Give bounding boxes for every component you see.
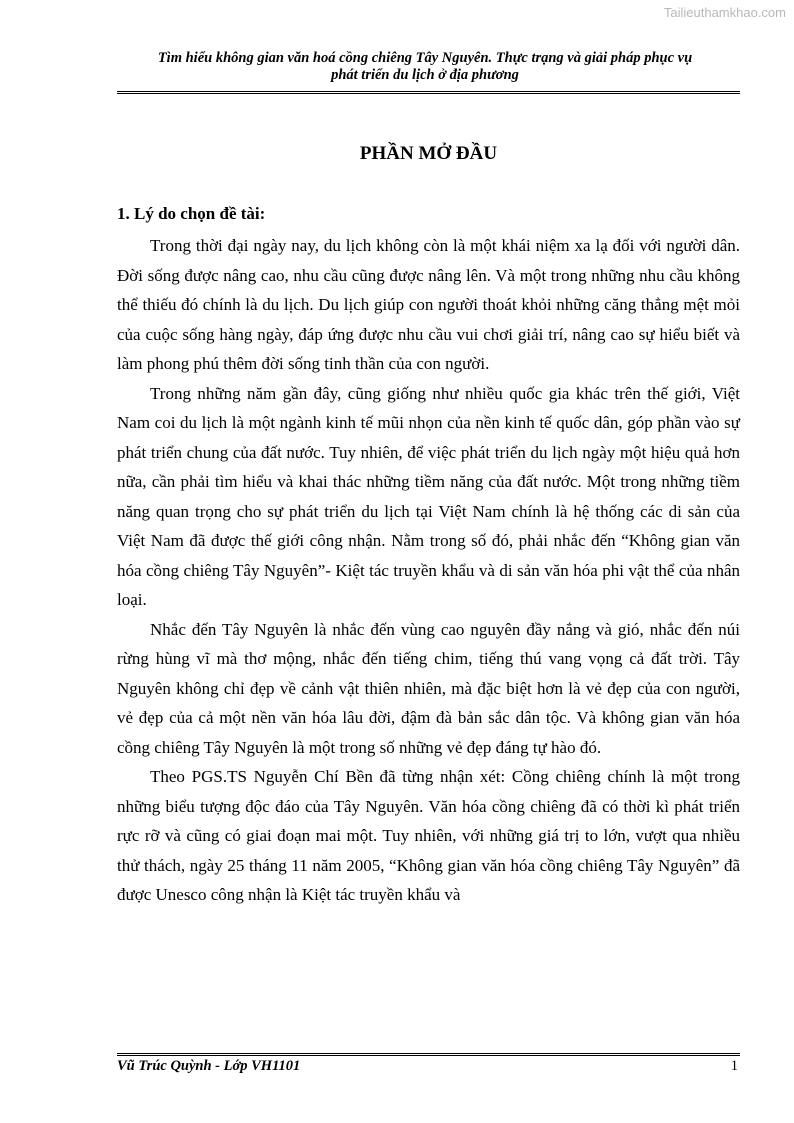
footer-divider (117, 1053, 740, 1056)
page-number: 1 (730, 1058, 738, 1074)
section-heading: 1. Lý do chọn đề tài: (117, 204, 266, 223)
header-line-1: Tìm hiểu không gian văn hoá cồng chiêng Tây Nguyên. Thực trạng và giải pháp phục vụ (157, 50, 693, 66)
page-title: PHẦN MỞ ĐẦU (359, 143, 498, 164)
paragraph: Nhắc đến Tây Nguyên là nhắc đến vùng cao nguyên đầy nắng và gió, nhắc đến núi rừng hùng vĩ mà thơ mộng, nhắc đến tiếng chim, tiếng thú vang vọng cả đất trời. Tây Nguyên không chỉ đẹp về cảnh vật thiên nhiên, mà đặc biệt hơn là vẻ đẹp của con người, vẻ đẹp của cả một nền văn hóa lâu đời, đậm đà bản sắc dân tộc. Và không gian văn hóa cồng chiêng Tây Nguyên là một trong số những vẻ đẹp đáng tự hào đó. (117, 619, 740, 757)
paragraph: Trong thời đại ngày nay, du lịch không còn là một khái niệm xa lạ đối với người dân. Đời sống được nâng cao, nhu cầu cũng được nâng lên. Và một trong những nhu cầu không thể thiếu đó chính là du lịch. Du lịch giúp con người thoát khỏi những căng thẳng mệt mỏi của cuộc sống hàng ngày, đáp ứng được nhu cầu vui chơi giải trí, nâng cao sự hiểu biết và làm phong phú thêm đời sống tinh thần của con người. (117, 236, 740, 373)
header-line-2: phát triển du lịch ở địa phương (331, 67, 519, 83)
watermark: Tailieuthamkhao.com (663, 5, 786, 20)
paragraph: Trong những năm gần đây, cũng giống như nhiều quốc gia khác trên thế giới, Việt Nam coi du lịch là một ngành kinh tế mũi nhọn của nền kinh tế quốc dân, góp phần vào sự phát triển chung của đất nước. Tuy nhiên, để việc phát triển du lịch ngày một hiệu quả hơn nữa, cần phải tìm hiểu và khai thác những tiềm năng của đất nước. Một trong những tiềm năng quan trọng cho sự phát triển du lịch tại Việt Nam chính là hệ thống các di sản của Việt Nam đã được thế giới công nhận. Nằm trong số đó, phải nhắc đến “Không gian văn hóa cồng chiêng Tây Nguyên”- Kiệt tác truyền khẩu và di sản văn hóa phi vật thể của nhân loại. (117, 383, 740, 609)
body-text (117, 231, 740, 910)
paragraph: Theo PGS.TS Nguyễn Chí Bền đã từng nhận xét: Cồng chiêng chính là một trong những biểu tượng độc đáo của Tây Nguyên. Văn hóa cồng chiêng đã có thời kì phát triển rực rỡ và cũng có giai đoạn mai một. Tuy nhiên, với những giá trị to lớn, vượt qua nhiều thử thách, ngày 25 tháng 11 năm 2005, “Không gian văn hóa cồng chiêng Tây Nguyên” đã được Unesco công nhận là Kiệt tác truyền khẩu và (117, 767, 740, 904)
footer-author: Vũ Trúc Quỳnh - Lớp VH1101 (117, 1058, 301, 1074)
header-divider (117, 91, 740, 94)
running-header (110, 50, 740, 84)
